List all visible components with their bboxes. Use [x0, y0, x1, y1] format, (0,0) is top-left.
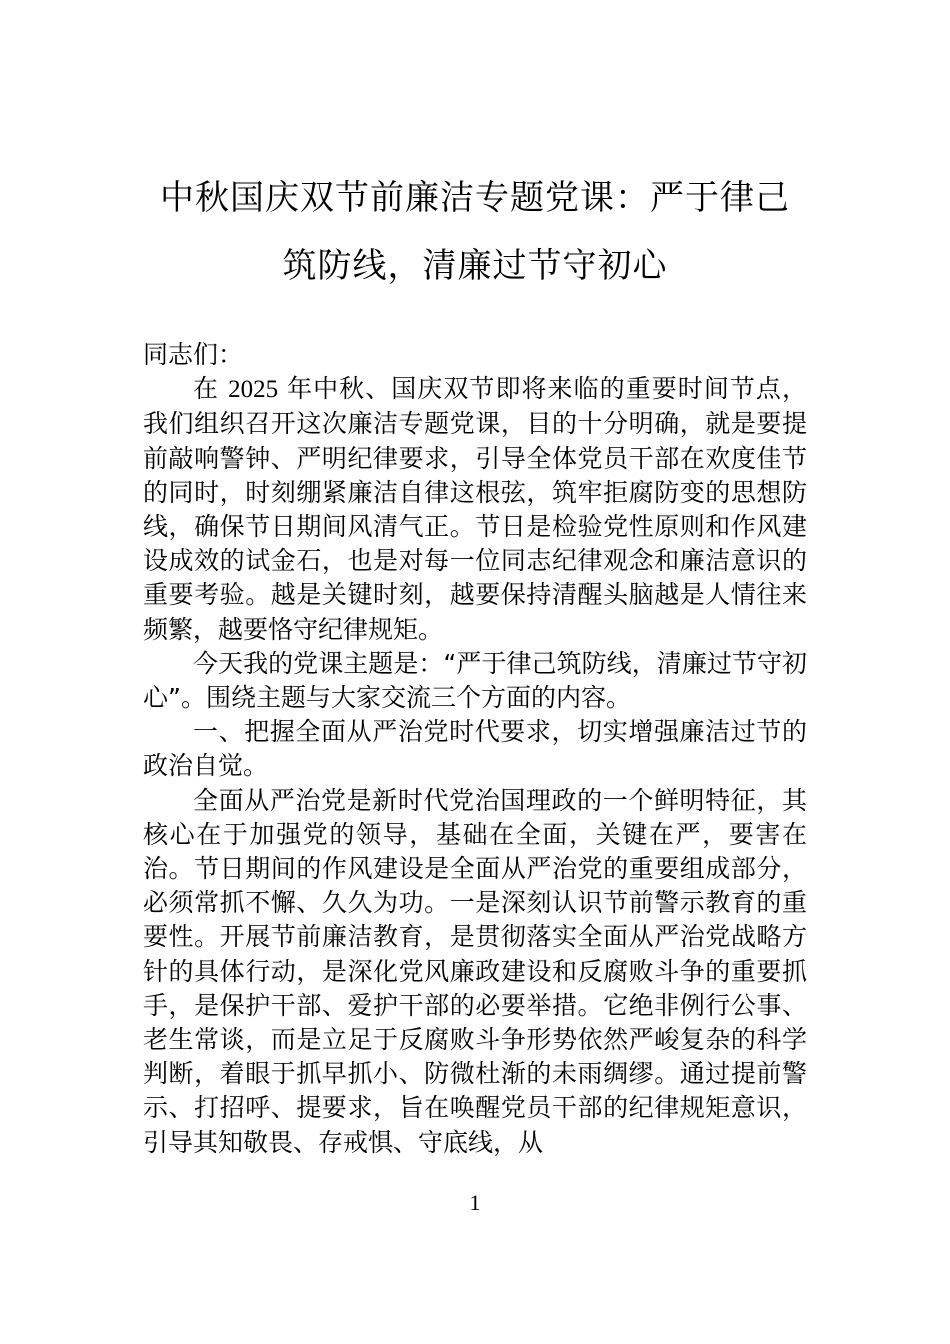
- section-heading-1: 一、把握全面从严治党时代要求，切实增强廉洁过节的政治自觉。: [143, 717, 807, 781]
- paragraph-intro-prefix: 在: [193, 374, 220, 404]
- paragraph-intro-rest: 年中秋、国庆双节即将来临的重要时间节点，我们组织召开这次廉洁专题党课，目的十分明确，就是要提前敲响警钟、严明纪律要求，引导全体党员干部在欢度佳节的同时，时刻绷紧廉洁自律这根弦，筑牢拒腐防变的思想防线，确保节日期间风清气正。节日是检验党性原则和作风建设成效的试金石，也是对每一位同志纪律观念和廉洁意识的重要考验。越是关键时刻，越要保持清醒头脑越是人情往来频繁，越要恪守纪律规矩。: [143, 374, 807, 644]
- paragraph-section-1-body: 全面从严治党是新时代党治国理政的一个鲜明特征，其核心在于加强党的领导，基础在全面，关键在严，要害在治。节日期间的作风建设是全面从严治党的重要组成部分，必须常抓不懈、久久为功。一是深刻认识节前警示教育的重要性。开展节前廉洁教育，是贯彻落实全面从严治党战略方针的具体行动，是深化党风廉政建设和反腐败斗争的重要抓手，是保护干部、爱护干部的必要举措。它绝非例行公事、老生常谈，而是立足于反腐败斗争形势依然严峻复杂的科学判断，着眼于抓早抓小、防微杜渐的未雨绸缪。通过提前警示、打招呼、提要求，旨在唤醒党员干部的纪律规矩意识，引导其知敬畏、存戒惧、守底线，从: [143, 785, 807, 1157]
- salutation: 同志们：: [143, 340, 244, 369]
- page-number: 1: [469, 1190, 481, 1215]
- paragraph-theme: 今天我的党课主题是：“严于律己筑防线，清廉过节守初心”。围绕主题与大家交流三个方面的内容。: [143, 648, 807, 713]
- paragraph-intro-year: 2025: [228, 376, 279, 404]
- document-title-line-1: 中秋国庆双节前廉洁专题党课：严于律己: [160, 178, 790, 218]
- document-title-line-2: 筑防线，清廉过节守初心: [282, 246, 668, 286]
- document-body: [143, 338, 807, 1160]
- paragraph-intro: [143, 372, 807, 647]
